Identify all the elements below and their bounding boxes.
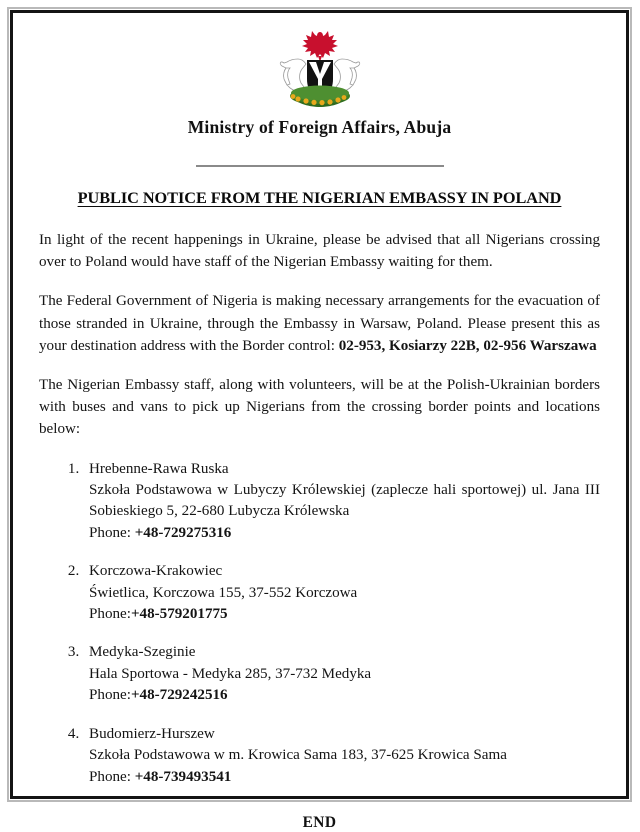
list-item: [83, 561, 600, 625]
document-footer-end: END: [302, 813, 337, 831]
list-item: [83, 724, 600, 788]
paragraph-1: In light of the recent happenings in Ukraine, please be advised that all Nigerians crossing over to Poland would have staff of the Nigerian Embassy waiting for them.: [39, 232, 600, 271]
phone-label: Phone:: [89, 606, 131, 623]
location-phone: [89, 523, 600, 544]
page-border: [10, 10, 629, 831]
paragraph-3: The Nigerian Embassy staff, along with volunteers, will be at the Polish-Ukrainian borders with buses and vans to pick up Nigerians from the crossing border points and locations below:: [39, 376, 600, 438]
heading-divider: [196, 165, 444, 167]
crest-container: [39, 29, 600, 107]
location-phone: [89, 685, 600, 706]
location-address: Szkoła Podstawowa w m. Krowica Sama 183, 37-625 Krowica Sama: [89, 747, 507, 764]
phone-number: +48-739493541: [134, 768, 232, 785]
location-phone: [89, 604, 600, 625]
location-name: 4. Budomierz-Hurszew: [89, 725, 215, 742]
location-name: 3. Medyka-Szeginie: [89, 644, 196, 661]
ministry-heading: Ministry of Foreign Affairs, Abuja: [187, 117, 452, 137]
phone-number: +48-729275316: [134, 524, 232, 541]
phone-number: +48-579201775: [130, 606, 228, 623]
location-address: Hala Sportowa - Medyka 285, 37-732 Medyka: [89, 665, 372, 682]
document-content: [13, 13, 626, 831]
list-item: [83, 642, 600, 706]
location-name: 2. Korczowa-Krakowiec: [89, 563, 223, 580]
paragraph-2: [39, 290, 600, 357]
location-phone: [89, 767, 600, 788]
notice-title: PUBLIC NOTICE FROM THE NIGERIAN EMBASSY IN POLAND: [77, 188, 562, 207]
list-item: [83, 459, 600, 545]
paragraph-2-lead: The Federal Government of Nigeria is making necessary arrangements for the evacuation of those stranded in Ukraine, through the Embassy in Warsaw, Poland. Please present this as your destination address with the Border control:: [39, 293, 600, 354]
border-locations-list: [39, 459, 600, 788]
location-address: Szkoła Podstawowa w Lubyczy Królewskiej (zaplecze hali sportowej) ul. Jana III Sobieskiego 5, 22-680 Lubycza Królewska: [89, 481, 600, 520]
nigeria-coat-of-arms-icon: [274, 29, 366, 107]
phone-label: Phone:: [89, 687, 131, 704]
embassy-address: 02-953, Kosiarzy 22B, 02-956 Warszawa: [338, 337, 597, 354]
wreath-base: [290, 86, 350, 108]
heading-divider-container: [39, 154, 600, 172]
location-address: Świetlica, Korczowa 155, 37-552 Korczowa: [89, 584, 358, 601]
phone-number: +48-729242516: [130, 687, 228, 704]
notice-body: [39, 229, 600, 441]
location-name: 1. Hrebenne-Rawa Ruska: [89, 460, 229, 477]
phone-label: Phone:: [89, 768, 135, 785]
phone-label: Phone:: [89, 524, 135, 541]
